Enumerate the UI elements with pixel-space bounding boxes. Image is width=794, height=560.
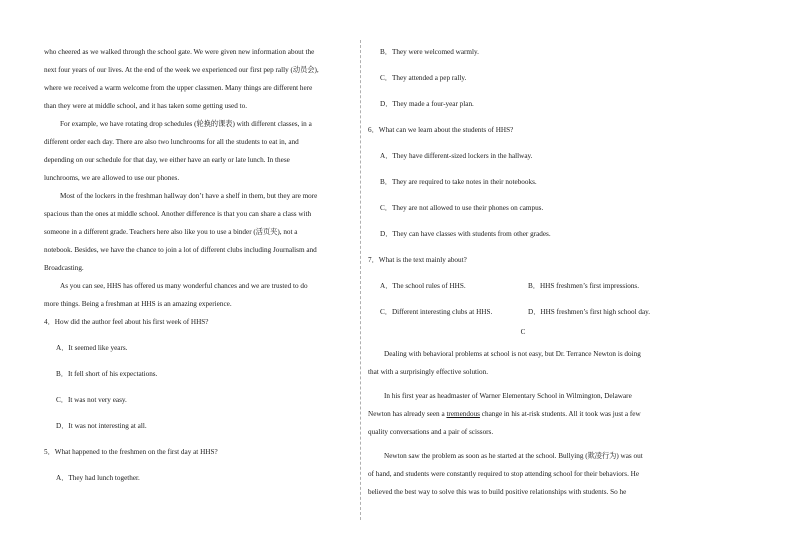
passage-c-paragraph-3 xyxy=(368,450,678,498)
column-divider xyxy=(360,40,361,520)
option: B．It fell short of his expectations. xyxy=(56,370,158,378)
option: A．The school rules of HHS. xyxy=(380,282,466,290)
paragraph-4 xyxy=(44,280,352,310)
option: C．They are not allowed to use their phones on campus. xyxy=(380,204,544,212)
text-line: As you can see, HHS has offered us many wonderful chances and we are trusted to do xyxy=(60,282,308,290)
text-line: more things. Being a freshman at HHS is an amazing experience. xyxy=(44,300,232,308)
question-text: 5．What happened to the freshmen on the first day at HHS? xyxy=(44,448,218,456)
option: C．It was not very easy. xyxy=(56,396,127,404)
text-line: Dealing with behavioral problems at school is not easy, but Dr. Terrance Newton is doing xyxy=(384,350,641,358)
text-line: next four years of our lives. At the end of the week we experienced our first pep rally (动员会), xyxy=(44,66,319,74)
section-heading: C xyxy=(520,328,526,336)
passage-c-paragraph-1 xyxy=(368,348,678,378)
option: A．They have different-sized lockers in the hallway. xyxy=(380,152,533,160)
option: A．It seemed like years. xyxy=(56,344,128,352)
text-line: Newton saw the problem as soon as he started at the school. Bullying (欺凌行为) was out xyxy=(384,452,643,460)
option: B．They are required to take notes in their notebooks. xyxy=(380,178,537,186)
paragraph-2 xyxy=(44,118,352,184)
paragraph-1 xyxy=(44,46,352,112)
text-line: someone in a different grade. Teachers here also like you to use a binder (活页夹), not a xyxy=(44,228,298,236)
option: D．They made a four-year plan. xyxy=(380,100,474,108)
text-line: where we received a warm welcome from the upper classmen. Many things are different here xyxy=(44,84,313,92)
question-5 xyxy=(44,446,352,484)
question-7 xyxy=(368,254,678,318)
question-text: 7．What is the text mainly about? xyxy=(368,256,467,264)
text-span: change in his at-risk students. All it took was just a few xyxy=(479,410,641,418)
option-row xyxy=(368,306,678,318)
text-line: depending on our schedule for that day, we either have an early or late lunch. In these xyxy=(44,156,290,164)
option-row xyxy=(368,280,678,292)
option: D．HHS freshmen’s first high school day. xyxy=(528,308,651,316)
option: B．HHS freshmen’s first impressions. xyxy=(528,282,640,290)
option: D．It was not interesting at all. xyxy=(56,422,147,430)
option: D．They can have classes with students from other grades. xyxy=(380,230,551,238)
underlined-word: tremendous xyxy=(446,410,480,418)
option: C．They attended a pep rally. xyxy=(380,74,467,82)
question-text: 4．How did the author feel about his first week of HHS? xyxy=(44,318,209,326)
passage-c-paragraph-2 xyxy=(368,390,678,438)
text-line: lunchrooms, we are allowed to use our phones. xyxy=(44,174,180,182)
right-column xyxy=(368,46,678,504)
text-line: quality conversations and a pair of scissors. xyxy=(368,428,494,436)
text-line: who cheered as we walked through the school gate. We were given new information about the xyxy=(44,48,315,56)
option: A．They had lunch together. xyxy=(56,474,140,482)
text-line: spacious than the ones at middle school. Another difference is that you can share a class with xyxy=(44,210,312,218)
text-line: notebook. Besides, we have the chance to join a lot of different clubs including Journalism and xyxy=(44,246,317,254)
text-line: Broadcasting. xyxy=(44,264,84,272)
text-line: Most of the lockers in the freshman hallway don’t have a shelf in them, but they are more xyxy=(60,192,318,200)
paragraph-3 xyxy=(44,190,352,274)
text-line: that with a surprisingly effective solution. xyxy=(368,368,489,376)
text-span: Newton has already seen a xyxy=(368,410,447,418)
option: C．Different interesting clubs at HHS. xyxy=(380,308,493,316)
question-5-continued xyxy=(368,46,678,110)
question-4 xyxy=(44,316,352,432)
question-text: 6．What can we learn about the students of HHS? xyxy=(368,126,514,134)
text-line: of hand, and students were constantly required to stop attending school for their behaviors. He xyxy=(368,470,640,478)
option: B．They were welcomed warmly. xyxy=(380,48,479,56)
text-line: than they were at middle school, and it has taken some getting used to. xyxy=(44,102,247,110)
question-6 xyxy=(368,124,678,240)
text-line: believed the best way to solve this was to build positive relationships with students. So he xyxy=(368,488,627,496)
text-line: In his first year as headmaster of Warner Elementary School in Wilmington, Delaware xyxy=(384,392,632,400)
left-column xyxy=(44,46,352,484)
text-line xyxy=(368,408,678,420)
text-line: For example, we have rotating drop schedules (轮换的课表) with different classes, in a xyxy=(60,120,312,128)
text-line: different order each day. There are also two lunchrooms for all the students to eat in, and xyxy=(44,138,299,146)
